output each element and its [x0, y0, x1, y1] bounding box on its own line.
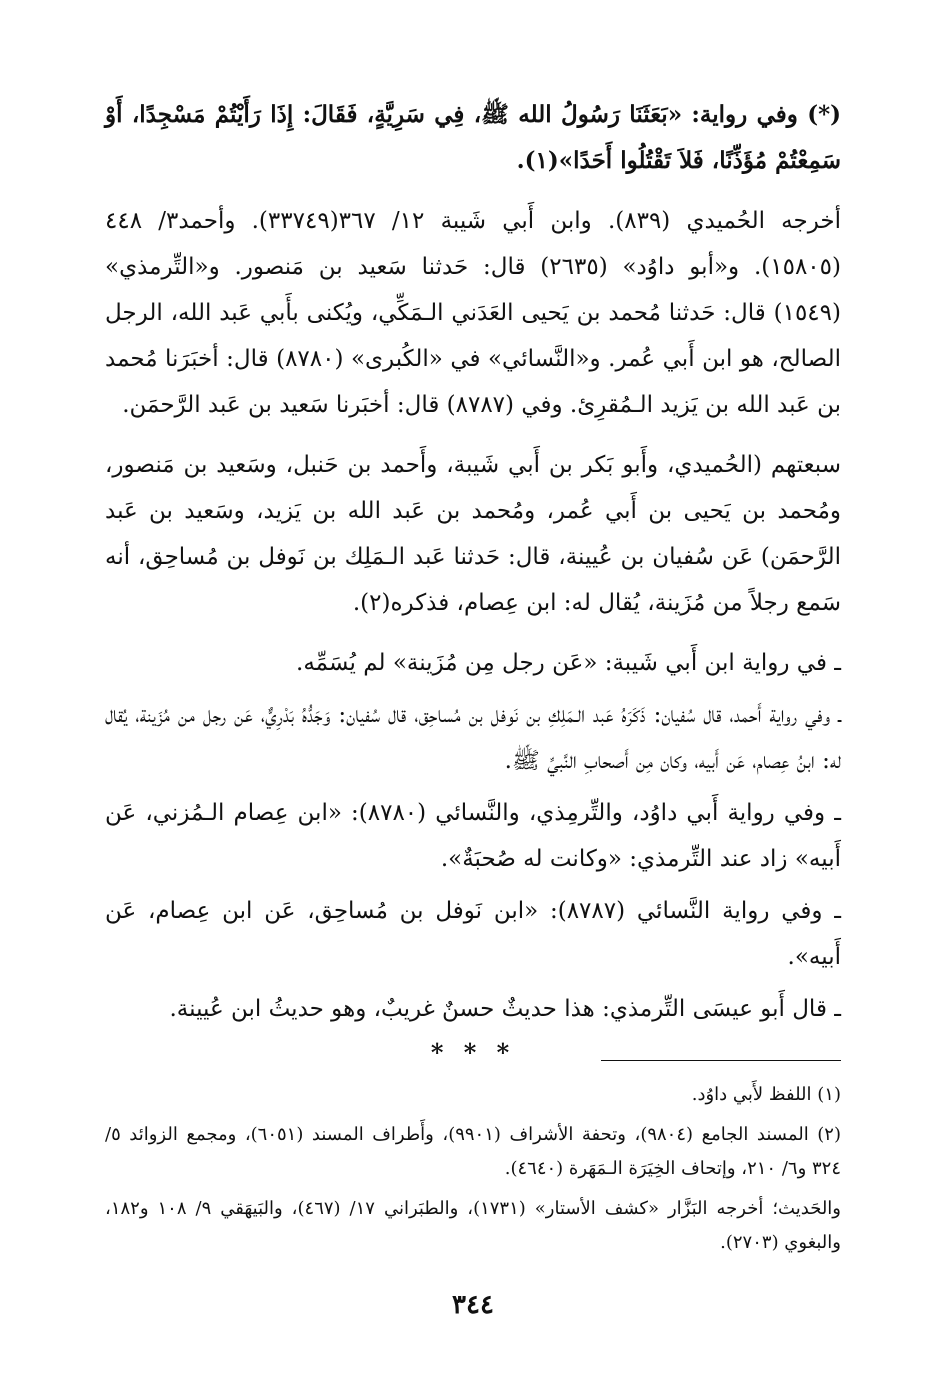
footnotes	[105, 1078, 841, 1266]
main-text	[105, 92, 841, 1067]
page-number: ٣٤٤	[452, 1290, 494, 1320]
footnote-separator	[601, 1060, 841, 1061]
isnad-paragraph: سبعتهم (الحُميدي، وأَبو بَكر بن أَبي شَيبة، وأَحمد بن حَنبل، وسَعيد بن مَنصور، ومُحمد بن يَحيى بن أَبي عُمر، ومُحمد بن عَبد الله بن يَزيد، وسَعيد بن عَبد الرَّحمَن) عَن سُفيان بن عُيينة، قال: حَدثنا عَبد الـمَلِك بن نَوفل بن مُساحِق، أنه سَمع رجلاً من مُزَينة، يُقال له: ابن عِصام، فذكره(٢).	[105, 452, 841, 616]
footnote: (٢) المسند الجامع (٩٨٠٤)، وتحفة الأشراف (٩٩٠١)، وأَطراف المسند (٦٠٥١)، ومجمع الزوائد ٥/ ٣٢٤ و٦/ ٢١٠، وإتحاف الخِيَرَة الـمَهَرة (٤٦٤٠).	[105, 1124, 841, 1179]
variant-note: ـ وفي رواية أَحمد، قال سُفيان: ذَكَرَهُ عَبد الـمَلِكِ بن نَوفل بن مُساحِق، قال سُفيان: وَجَدُّهُ بَدْرِيٌّ، عَن رجل من مُزَينة، يُقال له: ابنُ عِصام، عَن أَبيه، وكان مِن أَصحابِ النَّبيِّ ﷺ.	[105, 702, 841, 774]
section-divider-ornament: * * *	[430, 1038, 516, 1067]
variant-note: ـ وفي رواية النَّسائي (٨٧٨٧): «ابن نَوفل بن مُساحِق، عَن ابن عِصام، عَن أَبيه».	[105, 898, 841, 970]
footnote: (١) اللفظ لأَبي داوُد.	[691, 1084, 841, 1105]
takhrij-paragraph: أخرجه الحُميدي (٨٣٩). وابن أَبي شَيبة ١٢/ ٣٦٧(٣٣٧٤٩). وأحمد٣/ ٤٤٨ (١٥٨٠٥). و«أبو داوُد» (٢٦٣٥) قال: حَدثنا سَعيد بن مَنصور. و«التِّرمذي» (١٥٤٩) قال: حَدثنا مُحمد بن يَحيى العَدَني الـمَكِّي، ويُكنى بأَبي عَبد الله، الرجل الصالح، هو ابن أَبي عُمر. و«النَّسائي» في «الكُبرى» (٨٧٨٠) قال: أخبَرَنا مُحمد بن عَبد الله بن يَزيد الـمُقرِئ. وفي (٨٧٨٧) قال: أخبَرنا سَعيد بن عَبد الرَّحمَن.	[105, 208, 842, 418]
variant-note: ـ وفي رواية أَبي داوُد، والتِّرمِذي، والنَّسائي (٨٧٨٠): «ابن عِصام الـمُزني، عَن أَبيه» زاد عند التِّرمذي: «وكانت له صُحبَةٌ».	[105, 800, 841, 872]
footnote: والحَديث؛ أخرجه البَزَّار «كشف الأستار» (١٧٣١)، والطبَراني ١٧/ (٤٦٧)، والبَيهَقي ٩/ ١٠٨ و١٨٢، والبغوي (٢٧٠٣).	[105, 1198, 841, 1253]
variant-note: ـ قال أَبو عيسَى التِّرمذي: هذا حديثٌ حسنٌ غريبٌ، وهو حديثُ ابن عُيينة.	[169, 996, 841, 1022]
variant-note: ـ في رواية ابن أَبي شَيبة: «عَن رجل مِن مُزَينة» لم يُسَمِّه.	[296, 650, 841, 676]
narration-paragraph: (*) وفي رواية: «بَعَثَنَا رَسُولُ الله ﷺ، فِي سَرِيَّةٍ، فَقَالَ: إِذَا رَأَيْتُمْ مَسْجِدًا، أَوْ سَمِعْتُمْ مُؤَذِّنًا، فَلاَ تَقْتُلُوا أَحَدًا»(١).	[105, 101, 841, 174]
